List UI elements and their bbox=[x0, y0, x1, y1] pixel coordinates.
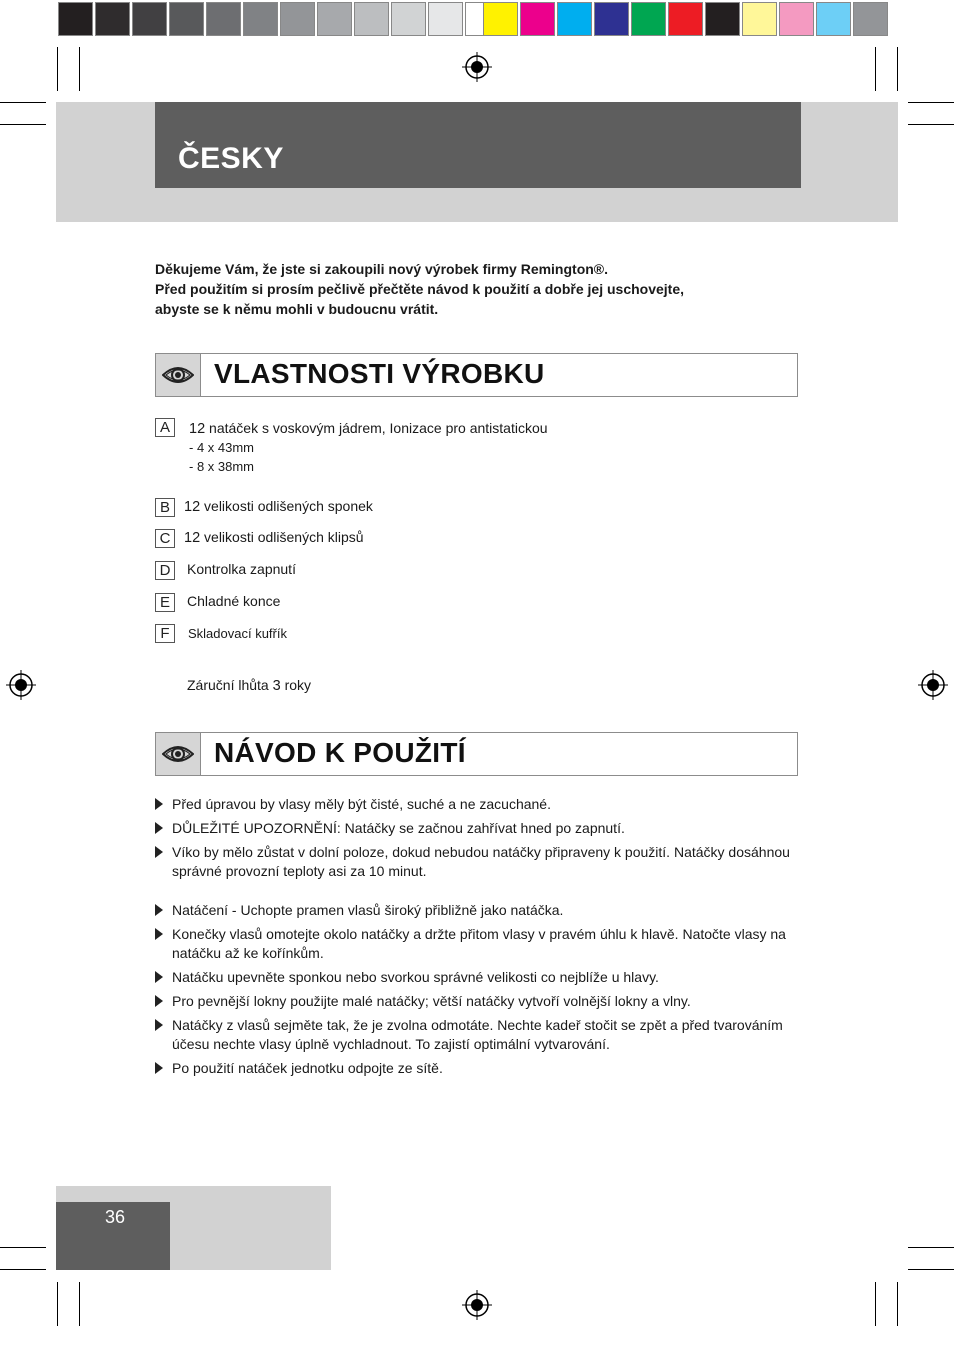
crop-mark bbox=[79, 47, 80, 91]
feature-item-b bbox=[184, 497, 373, 517]
triangle-bullet-icon bbox=[155, 822, 163, 834]
triangle-bullet-icon bbox=[155, 928, 163, 940]
crop-mark bbox=[875, 1282, 876, 1326]
feature-letter: B bbox=[155, 498, 175, 517]
crop-mark bbox=[79, 1282, 80, 1326]
intro-line: Děkujeme Vám, že jste si zakoupili nový výrobek firmy Remington®. bbox=[155, 261, 609, 277]
usage-bullet bbox=[155, 1059, 795, 1078]
bullet-text: Pro pevnější lokny použijte malé natáčky; větší natáčky vytvoří volnější lokny a vlny. bbox=[172, 993, 691, 1009]
bullet-text: Víko by mělo zůstat v dolní poloze, dokud nebudou natáčky připraveny k použití. Natáčky dosáhnou správné provozní teploty asi za 10 minut. bbox=[172, 844, 790, 879]
bullet-text: Natáčky z vlasů sejměte tak, že je zvolna odmotáte. Nechte kadeř stočit se zpět a před tvarováním účesu nechte vlasy úplně vychladnout. To zajistí optimální vytvarování. bbox=[172, 1017, 783, 1052]
crop-mark bbox=[875, 47, 876, 91]
feature-sub: - 8 x 38mm bbox=[189, 459, 255, 474]
page-number: 36 bbox=[105, 1207, 126, 1227]
intro-line: abyste se k němu mohli v budoucnu vrátit. bbox=[155, 301, 439, 317]
triangle-bullet-icon bbox=[155, 1019, 163, 1031]
bullet-text: DŮLEŽITÉ UPOZORNĚNÍ: Natáčky se začnou zahřívat hned po zapnutí. bbox=[172, 820, 625, 836]
warranty-note bbox=[187, 676, 311, 696]
page-title: ČESKY bbox=[178, 142, 284, 175]
gray-swatch bbox=[391, 2, 426, 36]
color-swatch bbox=[483, 2, 518, 36]
warranty-prefix: Záruční lhůta bbox=[187, 677, 273, 693]
gray-swatch bbox=[95, 2, 130, 36]
crop-mark bbox=[0, 1269, 46, 1270]
usage-bullet bbox=[155, 992, 795, 1011]
crop-mark bbox=[908, 1269, 954, 1270]
color-swatch bbox=[520, 2, 555, 36]
eye-icon bbox=[162, 742, 194, 766]
gray-swatch bbox=[354, 2, 389, 36]
feature-count: 12 bbox=[189, 421, 206, 437]
gray-swatch bbox=[58, 2, 93, 36]
eye-icon-cell bbox=[156, 733, 201, 775]
eye-icon bbox=[162, 363, 194, 387]
gray-swatch bbox=[428, 2, 463, 36]
registration-mark-icon bbox=[6, 670, 36, 700]
eye-icon-cell bbox=[156, 354, 201, 396]
triangle-bullet-icon bbox=[155, 798, 163, 810]
gray-swatch bbox=[169, 2, 204, 36]
feature-letter: A bbox=[155, 418, 175, 437]
crop-mark bbox=[908, 1247, 954, 1248]
feature-letter: E bbox=[155, 593, 175, 612]
warranty-years: 3 bbox=[272, 678, 281, 694]
bullet-text: Před úpravou by vlasy měly být čisté, suché a ne zacuchané. bbox=[172, 796, 551, 812]
gray-calibration-strip bbox=[58, 2, 502, 38]
usage-bullet bbox=[155, 968, 795, 987]
crop-mark bbox=[0, 124, 46, 125]
crop-mark bbox=[908, 102, 954, 103]
feature-sub: - 4 x 43mm bbox=[189, 440, 255, 455]
usage-bullet bbox=[155, 901, 795, 920]
usage-bullet bbox=[155, 795, 795, 814]
crop-mark bbox=[0, 1247, 46, 1248]
triangle-bullet-icon bbox=[155, 846, 163, 858]
gray-swatch bbox=[243, 2, 278, 36]
bullet-text: Natáčku upevněte sponkou nebo svorkou správné velikosti co nejblíže u hlavy. bbox=[172, 969, 659, 985]
usage-section-header bbox=[155, 732, 798, 776]
registration-mark-icon bbox=[462, 1290, 492, 1320]
usage-bullet bbox=[155, 1016, 795, 1054]
feature-item-a bbox=[189, 419, 548, 439]
color-swatch bbox=[668, 2, 703, 36]
bullet-text: Natáčení - Uchopte pramen vlasů široký přibližně jako natáčka. bbox=[172, 902, 564, 918]
triangle-bullet-icon bbox=[155, 971, 163, 983]
intro-line: Před použitím si prosím pečlivě přečtěte návod k použití a dobře jej uschovejte, bbox=[155, 281, 685, 297]
crop-mark bbox=[57, 1282, 58, 1326]
crop-mark bbox=[897, 1282, 898, 1326]
feature-letter: C bbox=[155, 529, 175, 548]
triangle-bullet-icon bbox=[155, 1062, 163, 1074]
crop-mark bbox=[897, 47, 898, 91]
registration-mark-icon bbox=[918, 670, 948, 700]
gray-swatch bbox=[206, 2, 241, 36]
crop-mark bbox=[57, 47, 58, 91]
feature-item-c bbox=[184, 528, 364, 548]
color-swatch bbox=[705, 2, 740, 36]
features-section-header bbox=[155, 353, 798, 397]
feature-item-f: Skladovací kufřík bbox=[188, 626, 287, 641]
color-swatch bbox=[557, 2, 592, 36]
gray-swatch bbox=[132, 2, 167, 36]
color-swatch bbox=[816, 2, 851, 36]
feature-letter: F bbox=[155, 624, 175, 643]
feature-count: 12 bbox=[184, 530, 201, 546]
registration-mark-icon bbox=[462, 52, 492, 82]
color-swatch bbox=[779, 2, 814, 36]
crop-mark bbox=[0, 102, 46, 103]
usage-bullet bbox=[155, 925, 795, 963]
intro-text bbox=[155, 259, 815, 319]
usage-bullet bbox=[155, 819, 795, 838]
section-title: VLASTNOSTI VÝROBKU bbox=[214, 358, 545, 389]
gray-swatch bbox=[317, 2, 352, 36]
section-title: NÁVOD K POUŽITÍ bbox=[214, 737, 466, 768]
feature-text: velikosti odlišených klipsů bbox=[200, 529, 364, 545]
usage-bullet bbox=[155, 843, 795, 881]
color-swatch bbox=[742, 2, 777, 36]
color-swatch bbox=[631, 2, 666, 36]
feature-text: natáček s voskovým jádrem, Ionizace pro antistatickou bbox=[205, 420, 548, 436]
color-swatch bbox=[594, 2, 629, 36]
triangle-bullet-icon bbox=[155, 904, 163, 916]
bullet-text: Konečky vlasů omotejte okolo natáčky a držte přitom vlasy v pravém úhlu k hlavě. Natočte vlasy na natáčku až ke kořínkům. bbox=[172, 926, 786, 961]
feature-item-d: Kontrolka zapnutí bbox=[187, 561, 296, 577]
color-swatch bbox=[853, 2, 888, 36]
bullet-text: Po použití natáček jednotku odpojte ze sítě. bbox=[172, 1060, 443, 1076]
feature-letter: D bbox=[155, 561, 175, 580]
color-calibration-strip bbox=[483, 2, 890, 38]
feature-item-e: Chladné konce bbox=[187, 593, 281, 609]
feature-count: 12 bbox=[184, 499, 201, 515]
gray-swatch bbox=[280, 2, 315, 36]
crop-mark bbox=[908, 124, 954, 125]
feature-text: velikosti odlišených sponek bbox=[200, 498, 373, 514]
triangle-bullet-icon bbox=[155, 995, 163, 1007]
warranty-suffix: roky bbox=[280, 677, 312, 693]
usage-list bbox=[155, 795, 795, 1083]
